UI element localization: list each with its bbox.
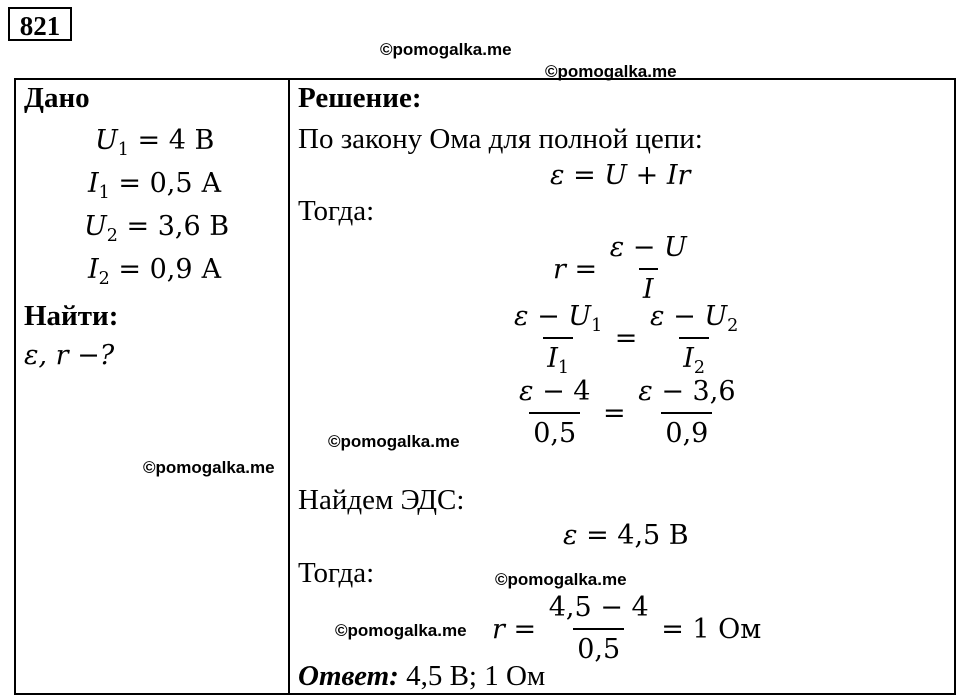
solution-header: Решение: xyxy=(298,82,422,114)
ohm-law-text: По закону Ома для полной цепи: xyxy=(298,123,703,155)
answer-label: Ответ: xyxy=(298,660,399,692)
watermark: ©pomogalka.me xyxy=(545,62,677,81)
watermark: ©pomogalka.me xyxy=(328,432,460,451)
find-emf-text: Найдем ЭДС: xyxy=(298,484,465,516)
then-text: Тогда: xyxy=(298,195,375,227)
ohm-formula: ε = U + Ir xyxy=(550,160,691,191)
r-result: r = $\frac{4,5 - 4}{0,5}$ = 1 Ом xyxy=(492,588,761,670)
problem-number: 821 xyxy=(8,7,72,41)
r-formula: r = $\frac{\varepsilon - U}{I}$ xyxy=(553,228,691,310)
watermark: ©pomogalka.me xyxy=(495,570,627,589)
find-unknowns: ε, r −? xyxy=(24,340,115,371)
equation-numeric: $\frac{\varepsilon - 4}{0,5}$ = $\frac{\varepsilon - 3,6}{0,9}$ xyxy=(515,372,740,454)
equation-symbolic: $\frac{\varepsilon - U_1}{I_1}$ = $\frac{\varepsilon - U_2}{I_2}$ xyxy=(514,301,739,379)
then-text: Тогда: xyxy=(298,557,375,589)
watermark: ©pomogalka.me xyxy=(335,621,467,640)
column-divider xyxy=(288,78,290,695)
given-header: Дано xyxy=(24,82,90,114)
emf-result: ε = 4,5 В xyxy=(563,520,689,551)
given-i2: $I_2 = 0,9$ А xyxy=(88,254,222,290)
given-i1: $I_1 = 0,5$ А xyxy=(88,168,222,204)
answer-value: 4,5 В; 1 Ом xyxy=(406,660,546,692)
given-u1: $U_1 = 4$ В xyxy=(95,125,215,161)
answer xyxy=(298,660,545,693)
watermark: ©pomogalka.me xyxy=(143,458,275,477)
find-header: Найти: xyxy=(24,300,119,332)
given-u2: $U_2 = 3,6$ В xyxy=(84,211,230,247)
watermark: ©pomogalka.me xyxy=(380,40,512,59)
